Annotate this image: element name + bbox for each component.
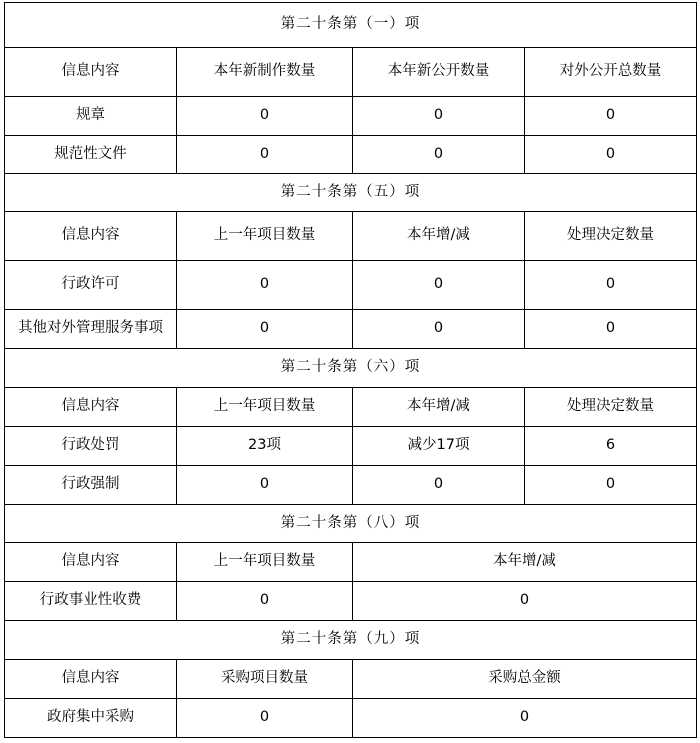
table-cell: 6: [525, 427, 697, 466]
header-cell: 信息内容: [5, 388, 177, 427]
header-row: [5, 212, 697, 261]
header-cell: 本年新公开数量: [353, 48, 525, 97]
table-cell: 0: [177, 261, 353, 310]
section-title: 第二十条第（六）项: [5, 349, 697, 388]
table-cell: 0: [525, 466, 697, 505]
table-cell: 0: [177, 97, 353, 136]
table-row: [5, 699, 697, 738]
header-cell: 处理决定数量: [525, 388, 697, 427]
header-cell: 采购项目数量: [177, 660, 353, 699]
table-cell: 0: [525, 97, 697, 136]
table-cell: 0: [353, 466, 525, 505]
header-row: [5, 388, 697, 427]
header-cell: 信息内容: [5, 212, 177, 261]
table-cell: 0: [525, 261, 697, 310]
header-cell: 处理决定数量: [525, 212, 697, 261]
section-title: 第二十条第（九）项: [5, 621, 697, 660]
table-cell: 0: [353, 97, 525, 136]
row-label: 行政处罚: [5, 427, 177, 466]
section-title-row: [5, 621, 697, 660]
table-cell: 0: [353, 310, 525, 349]
section-title-row: [5, 349, 697, 388]
table-row: [5, 310, 697, 349]
row-label: 行政许可: [5, 261, 177, 310]
header-cell: 上一年项目数量: [177, 543, 353, 582]
header-cell: 本年增/减: [353, 388, 525, 427]
table-cell: 23项: [177, 427, 353, 466]
section-title: 第二十条第（五）项: [5, 174, 697, 212]
header-cell: 上一年项目数量: [177, 212, 353, 261]
table-cell: 0: [353, 261, 525, 310]
table-cell: 减少17项: [353, 427, 525, 466]
table-row: [5, 97, 697, 136]
section-title-row: [5, 3, 697, 48]
header-cell: 信息内容: [5, 660, 177, 699]
table-cell: 0: [353, 699, 697, 738]
table-cell: 0: [525, 136, 697, 174]
header-row: [5, 543, 697, 582]
header-cell: 本年增/减: [353, 543, 697, 582]
row-label: 规章: [5, 97, 177, 136]
header-cell: 信息内容: [5, 48, 177, 97]
section-title: 第二十条第（一）项: [5, 3, 697, 48]
table-cell: 0: [177, 582, 353, 621]
header-cell: 本年增/减: [353, 212, 525, 261]
disclosure-table: [4, 2, 697, 738]
row-label: 政府集中采购: [5, 699, 177, 738]
row-label: 规范性文件: [5, 136, 177, 174]
header-row: [5, 48, 697, 97]
header-row: [5, 660, 697, 699]
table-cell: 0: [177, 699, 353, 738]
header-cell: 信息内容: [5, 543, 177, 582]
table-row: [5, 261, 697, 310]
header-cell: 上一年项目数量: [177, 388, 353, 427]
row-label: 行政强制: [5, 466, 177, 505]
section-title-row: [5, 174, 697, 212]
table-cell: 0: [353, 136, 525, 174]
table-cell: 0: [177, 310, 353, 349]
section-title: 第二十条第（八）项: [5, 505, 697, 543]
table-row: [5, 466, 697, 505]
table-cell: 0: [525, 310, 697, 349]
section-title-row: [5, 505, 697, 543]
row-label: 行政事业性收费: [5, 582, 177, 621]
table-cell: 0: [177, 136, 353, 174]
header-cell: 采购总金额: [353, 660, 697, 699]
header-cell: 对外公开总数量: [525, 48, 697, 97]
header-cell: 本年新制作数量: [177, 48, 353, 97]
table-cell: 0: [353, 582, 697, 621]
table-row: [5, 582, 697, 621]
table-cell: 0: [177, 466, 353, 505]
table-row: [5, 136, 697, 174]
row-label: 其他对外管理服务事项: [5, 310, 177, 349]
table-row: [5, 427, 697, 466]
